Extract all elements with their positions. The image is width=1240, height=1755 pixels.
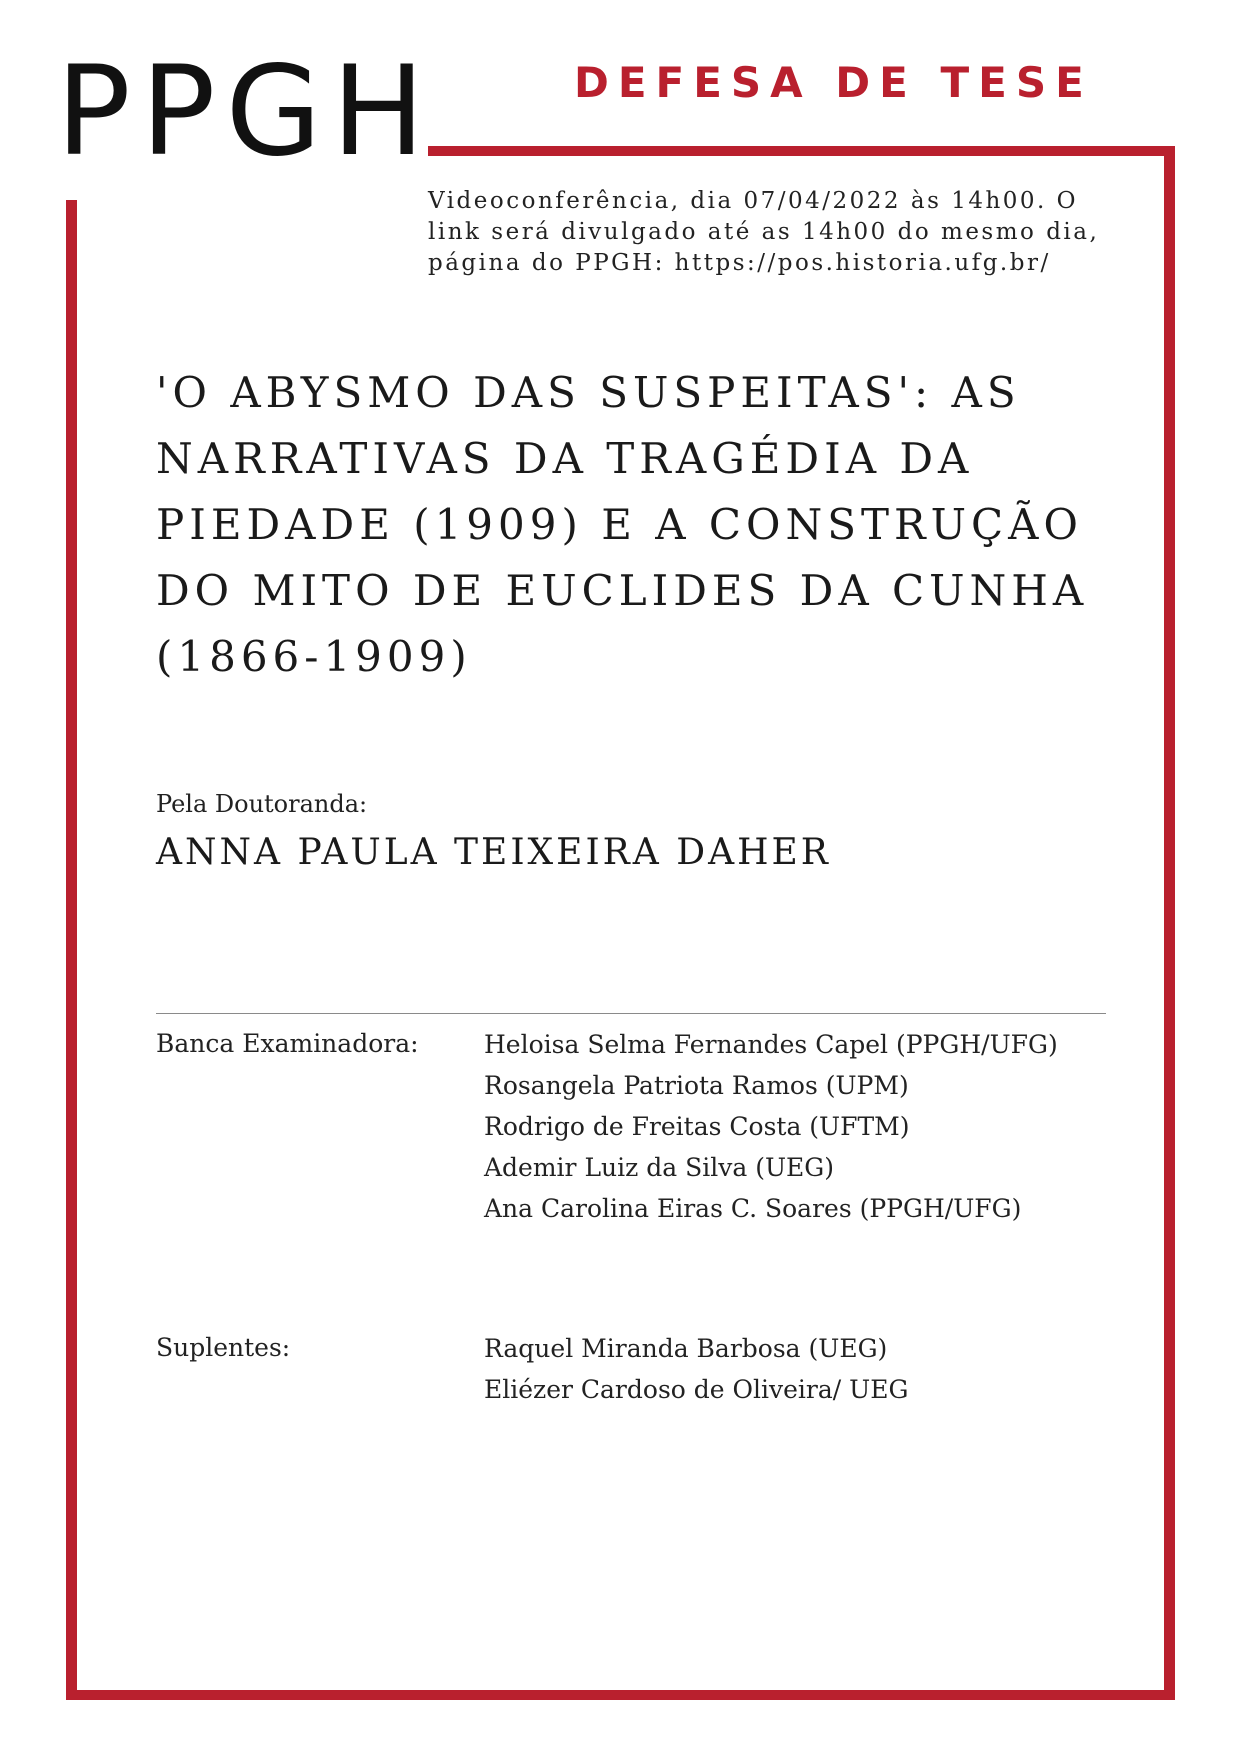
thesis-title-line: DO MITO DE EUCLIDES DA CUNHA: [156, 566, 1089, 615]
thesis-title-line: PIEDADE (1909) E A CONSTRUÇÃO: [156, 500, 1083, 549]
substitutes-label: Suplentes:: [156, 1333, 291, 1362]
committee-member: Rosangela Patriota Ramos (UPM): [484, 1071, 909, 1100]
event-info: [428, 186, 1148, 279]
header-title: DEFESA DE TESE: [574, 58, 1093, 107]
frame-top-border: [428, 146, 1175, 156]
substitute-member: Raquel Miranda Barbosa (UEG): [484, 1334, 888, 1363]
committee-member: Ademir Luiz da Silva (UEG): [484, 1153, 835, 1182]
section-divider: [156, 1013, 1106, 1014]
committee-member: Rodrigo de Freitas Costa (UFTM): [484, 1112, 910, 1141]
candidate-label: Pela Doutoranda:: [156, 790, 368, 818]
frame-right-border: [1164, 146, 1175, 1700]
thesis-title-line: NARRATIVAS DA TRAGÉDIA DA: [156, 434, 974, 483]
event-info-line: página do PPGH: https://pos.historia.ufg.br/: [428, 250, 1051, 276]
committee-member: Heloisa Selma Fernandes Capel (PPGH/UFG): [484, 1030, 1058, 1059]
committee-member-list: [484, 1024, 1058, 1229]
event-info-line: link será divulgado até as 14h00 do mesmo dia,: [428, 219, 1100, 245]
ppgh-logo: PPGH: [56, 40, 435, 184]
committee-member: Ana Carolina Eiras C. Soares (PPGH/UFG): [484, 1194, 1022, 1223]
substitute-member-list: [484, 1328, 908, 1410]
thesis-title-line: (1866-1909): [156, 632, 472, 681]
event-info-line: Videoconferência, dia 07/04/2022 às 14h00. O: [428, 188, 1079, 214]
candidate-name: ANNA PAULA TEIXEIRA DAHER: [156, 832, 831, 873]
frame-bottom-border: [66, 1690, 1175, 1700]
thesis-title: [156, 360, 1116, 690]
committee-label: Banca Examinadora:: [156, 1029, 419, 1058]
frame-left-border: [66, 200, 77, 1700]
substitute-member: Eliézer Cardoso de Oliveira/ UEG: [484, 1375, 909, 1404]
thesis-title-line: 'O ABYSMO DAS SUSPEITAS': AS: [156, 368, 1021, 417]
